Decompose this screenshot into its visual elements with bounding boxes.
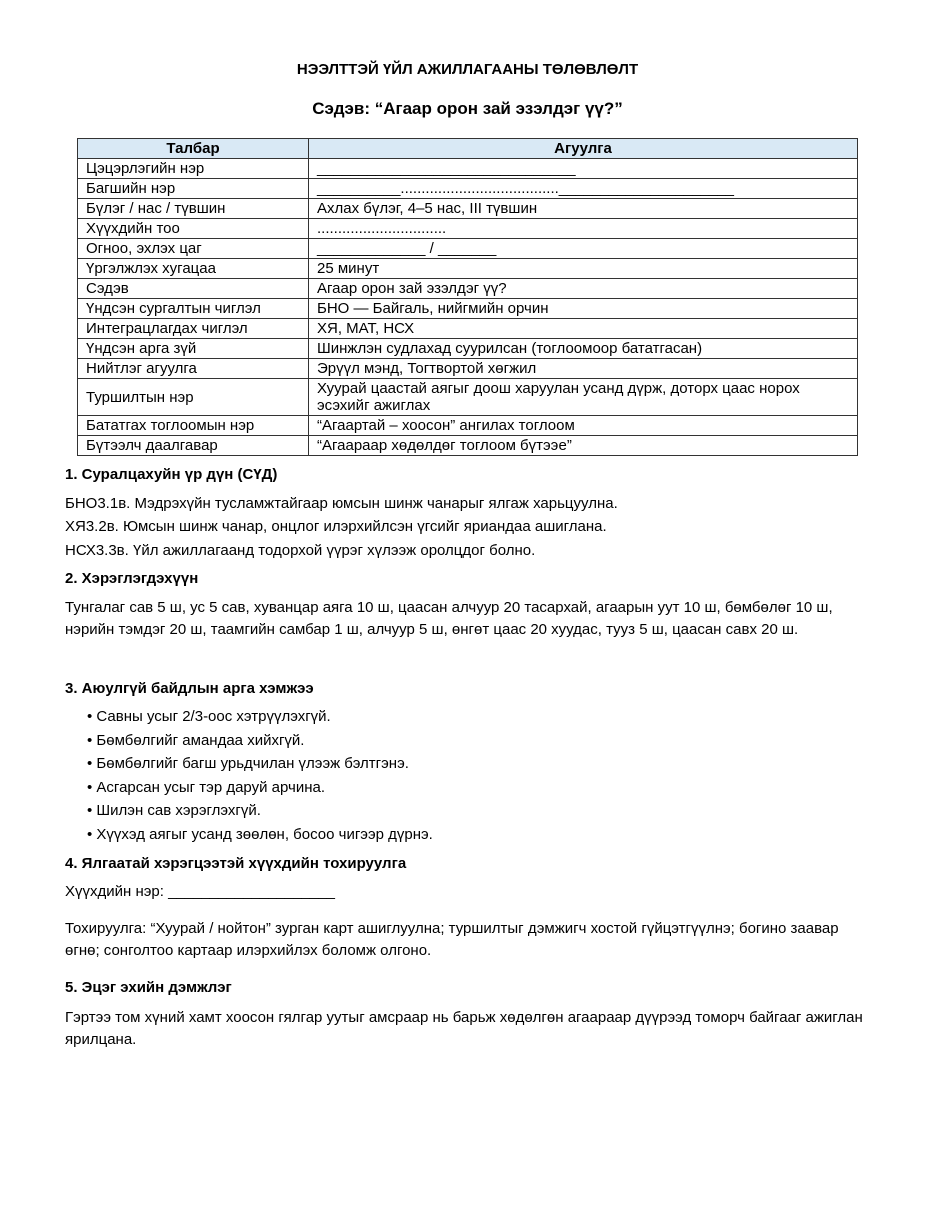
table-row — [78, 359, 858, 379]
row-value: Шинжлэн судлахад суурилсан (тоглоомоор бататгасан) — [309, 339, 858, 359]
document-subtitle: Сэдэв: “Агаар орон зай эзэлдэг үү?” — [312, 99, 623, 118]
section3-heading: 3. Аюулгүй байдлын арга хэмжээ — [65, 680, 314, 697]
row-field: Хүүхдийн тоо — [78, 219, 309, 239]
outcome-line: НСХ3.3в. Үйл ажиллагаанд тодорхой үүрэг хүлээж оролцдог болно. — [65, 542, 536, 559]
row-value: БНО — Байгаль, нийгмийн орчин — [309, 299, 858, 319]
child-name-line: Хүүхдийн нэр: ____________________ — [65, 883, 335, 900]
row-field: Багшийн нэр — [78, 179, 309, 199]
row-value: “Агаартай – хоосон” ангилах тоглоом — [309, 416, 858, 436]
row-field: Үндсэн арга зүй — [78, 339, 309, 359]
row-value: Эрүүл мэнд, Тогтвортой хөгжил — [309, 359, 858, 379]
row-field: Бататгах тоглоомын нэр — [78, 416, 309, 436]
header-content: Агуулга — [309, 139, 858, 159]
adaptation-paragraph: Тохируулга: “Хуурай / нойтон” зурган карт ашиглуулна; туршилтыг дэмжигч хостой гүйцэтгүүлнэ; богино заавар өгнө; сонголтоо картаар илэрхийлэх боломж олгоно. — [65, 920, 839, 959]
table-row — [78, 319, 858, 339]
row-field: Цэцэрлэгийн нэр — [78, 159, 309, 179]
table-row — [78, 199, 858, 219]
table-row — [78, 239, 858, 259]
table-row — [78, 259, 858, 279]
outcome-line: БНО3.1в. Мэдрэхүйн тусламжтайгаар юмсын шинж чанарыг ялгаж харьцуулна. — [65, 495, 618, 512]
row-value: “Агаараар хөдөлдөг тоглоом бүтээе” — [309, 436, 858, 456]
row-field: Үргэлжлэх хугацаа — [78, 259, 309, 279]
row-value: Ахлах бүлэг, 4–5 нас, III түвшин — [309, 199, 858, 219]
outcome-line: ХЯ3.2в. Юмсын шинж чанар, онцлог илэрхийлсэн үгсийг яриандаа ашиглана. — [65, 518, 607, 535]
row-field: Бүтээлч даалгавар — [78, 436, 309, 456]
table-row — [78, 159, 858, 179]
table-row — [78, 379, 858, 416]
row-field: Үндсэн сургалтын чиглэл — [78, 299, 309, 319]
row-field: Интеграцлагдах чиглэл — [78, 319, 309, 339]
row-field: Сэдэв — [78, 279, 309, 299]
list-item: • Савны усыг 2/3-оос хэтрүүлэхгүй. — [87, 708, 331, 725]
row-value: _______________________________ — [309, 159, 858, 179]
row-value: ............................... — [309, 219, 858, 239]
document-title: НЭЭЛТТЭЙ ҮЙЛ АЖИЛЛАГААНЫ ТӨЛӨВЛӨЛТ — [296, 61, 639, 78]
table-header-row — [78, 139, 858, 159]
row-value: __________......................................_____________________ — [309, 179, 858, 199]
list-item: • Асгарсан усыг тэр даруй арчина. — [87, 778, 325, 796]
section1-heading: 1. Суралцахуйн үр дүн (СҮД) — [65, 466, 278, 483]
table-row — [78, 339, 858, 359]
section4-heading: 4. Ялгаатай хэрэгцээтэй хүүхдийн тохируулга — [65, 855, 407, 872]
row-field: Огноо, эхлэх цаг — [78, 239, 309, 259]
list-item: • Бөмбөлгийг амандаа хийхгүй. — [87, 731, 305, 749]
parent-support-paragraph: Гэртээ том хүний хамт хоосон гялгар уутыг амсраар нь барьж хөдөлгөн агаараар дүүрээд томорч байгааг ажиглан ярилцана. — [65, 1009, 863, 1048]
row-value: Агаар орон зай эзэлдэг үү? — [309, 279, 858, 299]
table-row — [78, 279, 858, 299]
row-field: Бүлэг / нас / түвшин — [78, 199, 309, 219]
table-row — [78, 416, 858, 436]
row-value: _____________ / _______ — [309, 239, 858, 259]
section5-heading: 5. Эцэг эхийн дэмжлэг — [65, 979, 232, 996]
table-row — [78, 299, 858, 319]
section2-heading: 2. Хэрэглэгдэхүүн — [65, 570, 199, 587]
table-row — [78, 219, 858, 239]
table-row — [78, 179, 858, 199]
list-item: • Шилэн сав хэрэглэхгүй. — [87, 802, 261, 820]
table-row — [78, 436, 858, 456]
row-value: 25 минут — [309, 259, 858, 279]
row-value: Хуурай цаастай аягыг доош харуулан усанд дүрж, доторх цаас норох эсэхийг ажиглах — [309, 379, 858, 416]
list-item: • Бөмбөлгийг багш урьдчилан үлээж бэлтгэнэ. — [87, 755, 409, 773]
row-field: Нийтлэг агуулга — [78, 359, 309, 379]
row-value: ХЯ, МАТ, НСХ — [309, 319, 858, 339]
list-item: • Хүүхэд аягыг усанд зөөлөн, босоо чигээр дүрнэ. — [87, 825, 433, 843]
row-field: Туршилтын нэр — [78, 379, 309, 416]
header-field: Талбар — [78, 139, 309, 159]
materials-paragraph: Тунгалаг сав 5 ш, ус 5 сав, хуванцар аяга 10 ш, цаасан алчуур 20 тасархай, агаарын уут 10 ш, бөмбөлөг 10 ш, нэрийн тэмдэг 20 ш, таамгийн самбар 1 ш, алчуур 5 ш, өнгөт цаас 20 хуудас, тууз 5 ш, цаасан савх 20 ш. — [65, 599, 833, 638]
safety-list — [87, 705, 433, 847]
info-table — [77, 138, 858, 456]
